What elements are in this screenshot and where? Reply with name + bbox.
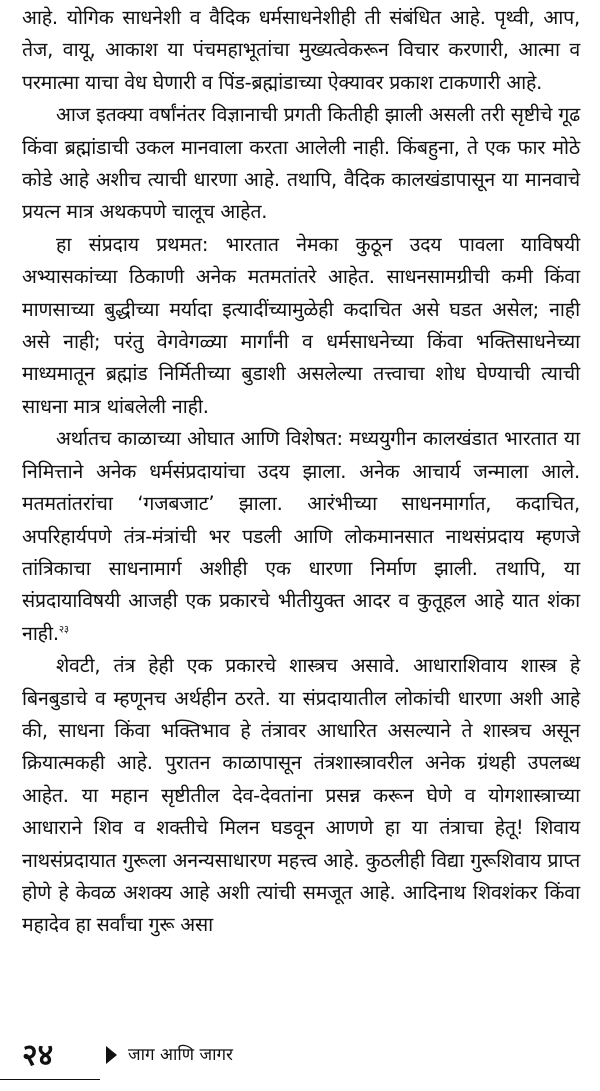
paragraph-text: हा संप्रदाय प्रथमत: भारतात नेमका कुठून उदय पावला याविषयी अभ्यासकांच्या ठिकाणी अनेक मतमतांतरे आहेत. साधनसामग्रीची कमी किंवा माणसाच्या बुद्धीच्या मर्यादा इत्यादींच्यामुळेही कदाचित असे घडत असेल; नाही असे नाही; परंतु वेगवेगळ्या मार्गांनी व धर्मसाधनेच्या किंवा भक्तिसाधनेच्या माध्यमातून ब्रह्मांड निर्मितीच्या बुडाशी असलेल्या तत्त्वाचा शोध घेण्याची त्याची साधना मात्र थांबलेली नाही.: [22, 232, 580, 418]
page-body: [22, 2, 580, 942]
page-footer: [22, 1038, 582, 1088]
running-head-book-title: जाग आणि जागर: [128, 1045, 234, 1065]
page-number: २४: [22, 1038, 54, 1073]
paragraph-continuation: [22, 2, 580, 99]
paragraph: [22, 423, 580, 650]
footer-rule: [0, 1079, 100, 1080]
triangle-right-icon: [106, 1046, 117, 1064]
paragraph: [22, 99, 580, 229]
paragraph: [22, 650, 580, 942]
paragraph-text: शेवटी, तंत्र हेही एक प्रकारचे शास्त्रच असावे. आधाराशिवाय शास्त्र हे बिनबुडाचे व म्हणूनच अर्थहीन ठरते. या संप्रदायातील लोकांची धारणा अशी आहे की, साधना किंवा भक्तिभाव हे तंत्रावर आधारित असल्याने ते शास्त्रच असून क्रियात्मकही आहे. पुरातन काळापासून तंत्रशास्त्रावरील अनेक ग्रंथही उपलब्ध आहेत. या महान सृष्टीतील देव-देवतांना प्रसन्न करून घेणे व योगशास्त्राच्या आधाराने शिव व शक्तीचे मिलन घडवून आणणे हा या तंत्राचा हेतू! शिवाय नाथसंप्रदायात गुरूला अनन्यसाधारण महत्त्व आहे. कुठलीही विद्या गुरूशिवाय प्राप्त होणे हे केवळ अशक्य आहे अशी त्यांची समजूत आहे. आदिनाथ शिवशंकर किंवा महादेव हा सर्वांचा गुरू असा: [22, 654, 580, 937]
paragraph: [22, 229, 580, 423]
footnote-reference[interactable]: २३: [58, 624, 69, 636]
paragraph-text: आहे. योगिक साधनेशी व वैदिक धर्मसाधनेशीही ती संबंधित आहे. पृथ्वी, आप, तेज, वायू, आकाश या पंचमहाभूतांचा मुख्यत्वेकरून विचार करणारी, आत्मा व परमात्मा याचा वेध घेणारी व पिंड-ब्रह्मांडाच्या ऐक्यावर प्रकाश टाकणारी आहे.: [22, 6, 580, 94]
paragraph-text: आज इतक्या वर्षांनंतर विज्ञानाची प्रगती कितीही झाली असली तरी सृष्टीचे गूढ किंवा ब्रह्मांडाची उकल मानवाला करता आलेली नाही. किंबहुना, ते एक फार मोठे कोडे आहे अशीच त्याची धारणा आहे. तथापि, वैदिक कालखंडापासून या मानवाचे प्रयत्न मात्र अथकपणे चालूच आहेत.: [22, 103, 580, 224]
paragraph-text: अर्थातच काळाच्या ओघात आणि विशेषत: मध्ययुगीन कालखंडात भारतात या निमित्ताने अनेक धर्मसंप्रदायांचा उदय झाला. अनेक आचार्य जन्माला आले. मतमतांतरांचा ‘गजबजाट’ झाला. आरंभीच्या साधनमार्गात, कदाचित, अपरिहार्यपणे तंत्र-मंत्रांची भर पडली आणि लोकमानसात नाथसंप्रदाय म्हणजे तांत्रिकाचा साधनामार्ग अशीही एक धारणा निर्माण झाली. तथापि, या संप्रदायाविषयी आजही एक प्रकारचे भीतीयुक्त आदर व कुतूहल आहे यात शंका नाही.: [22, 427, 580, 645]
